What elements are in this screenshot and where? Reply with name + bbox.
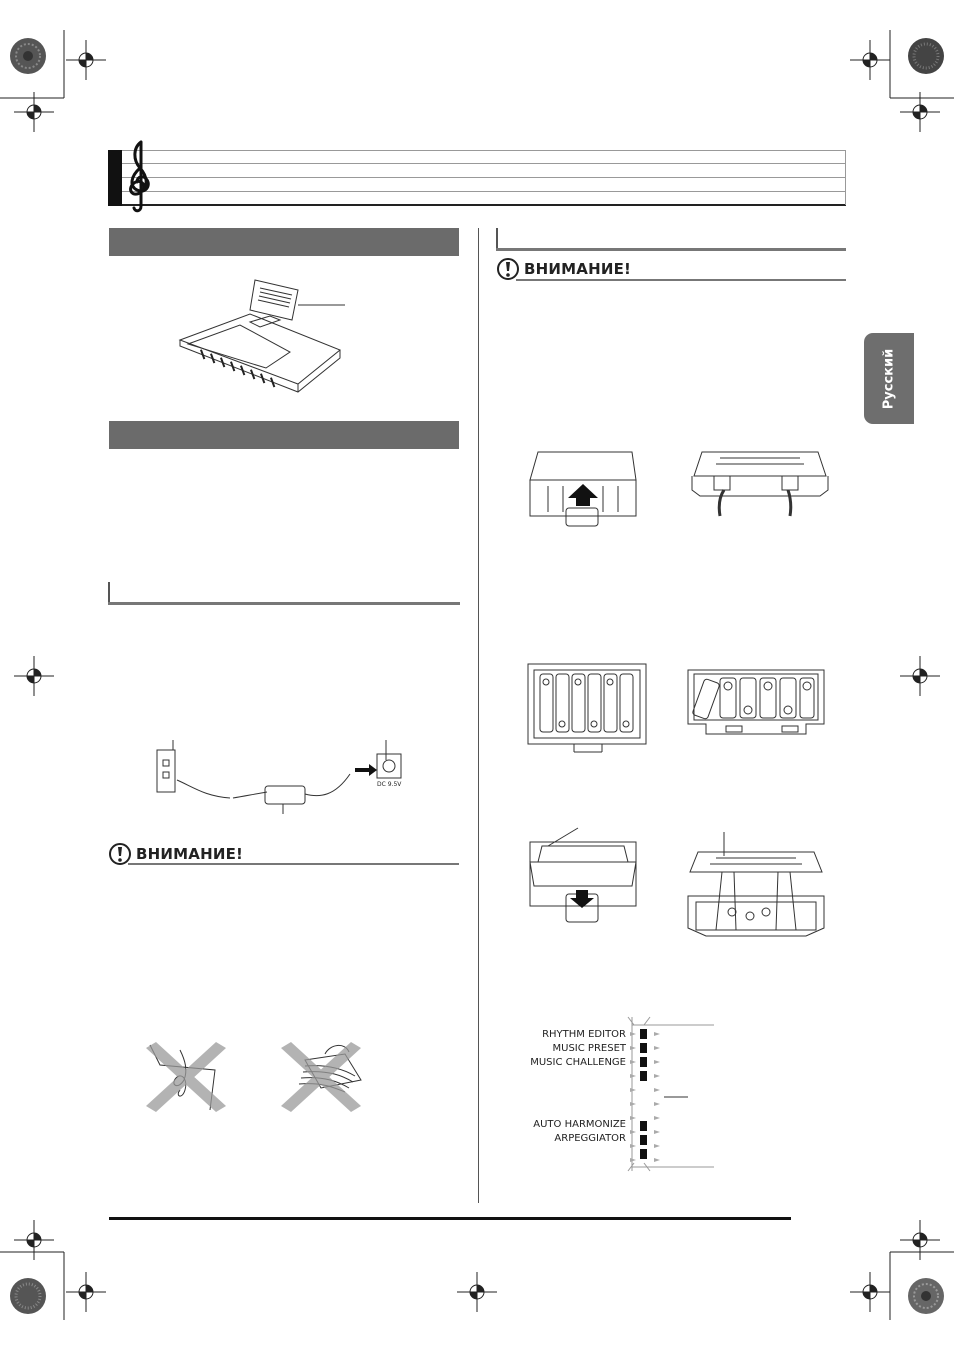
staff-line [122, 163, 846, 164]
subsection-rule [496, 228, 498, 250]
registration-mark-icon [900, 656, 940, 696]
registration-mark-icon [457, 1272, 497, 1312]
ac-adaptor-illustration [155, 740, 415, 820]
registration-mark-icon [900, 92, 940, 132]
section-header-bar [109, 421, 459, 449]
registration-mark-icon [66, 1272, 106, 1312]
caution-rule [128, 863, 459, 865]
staff-right-edge [845, 150, 846, 205]
caution-rule [516, 279, 846, 281]
battery-cover-attach-illustration [686, 832, 826, 942]
mode-label-arpeggiator: ARPEGGIATOR [554, 1133, 626, 1144]
section-header-bar [109, 228, 459, 256]
staff-line [122, 150, 846, 151]
mode-label-music-preset: MUSIC PRESET [552, 1043, 626, 1054]
caution-heading: ВНИМАНИЕ! [136, 845, 244, 863]
caution-icon [496, 257, 520, 281]
subsection-rule [496, 248, 846, 251]
incorrect-cord-handling-illustration [140, 1040, 240, 1115]
battery-insertion-illustration [686, 664, 826, 744]
registration-mark-icon [14, 1220, 54, 1260]
color-bar-icon [906, 36, 946, 76]
staff-block [108, 150, 122, 206]
battery-cover-open-illustration [528, 450, 640, 530]
color-bar-icon [8, 36, 48, 76]
staff-line [122, 204, 846, 206]
color-bar-icon [8, 1276, 48, 1316]
battery-cover-remove-illustration [690, 450, 830, 530]
footer-rule [109, 1217, 791, 1220]
registration-mark-icon [66, 40, 106, 80]
language-tab [864, 333, 914, 424]
registration-mark-icon [850, 40, 890, 80]
incorrect-cord-wrapping-illustration [275, 1040, 375, 1115]
treble-clef-icon [125, 138, 155, 214]
caution-heading: ВНИМАНИЕ! [524, 260, 632, 278]
subsection-rule [108, 582, 110, 604]
registration-mark-icon [14, 656, 54, 696]
mode-indicator-display [626, 1015, 716, 1175]
registration-mark-icon [900, 1220, 940, 1260]
column-divider [478, 228, 479, 1203]
registration-mark-icon [850, 1272, 890, 1312]
language-tab-label: Русский [881, 348, 897, 409]
battery-compartment-illustration [526, 660, 648, 756]
keyboard-with-music-stand-illustration [180, 280, 360, 410]
registration-mark-icon [14, 92, 54, 132]
dc-jack-label: DC 9.5V [377, 781, 402, 788]
mode-label-auto-harmonize: AUTO HARMONIZE [533, 1119, 626, 1130]
staff-line [122, 177, 846, 178]
subsection-rule [108, 602, 460, 605]
mode-label-rhythm-editor: RHYTHM EDITOR [542, 1029, 626, 1040]
staff-line [122, 191, 846, 192]
battery-cover-close-illustration [528, 828, 640, 928]
mode-label-music-challenge: MUSIC CHALLENGE [530, 1057, 626, 1068]
color-bar-icon [906, 1276, 946, 1316]
